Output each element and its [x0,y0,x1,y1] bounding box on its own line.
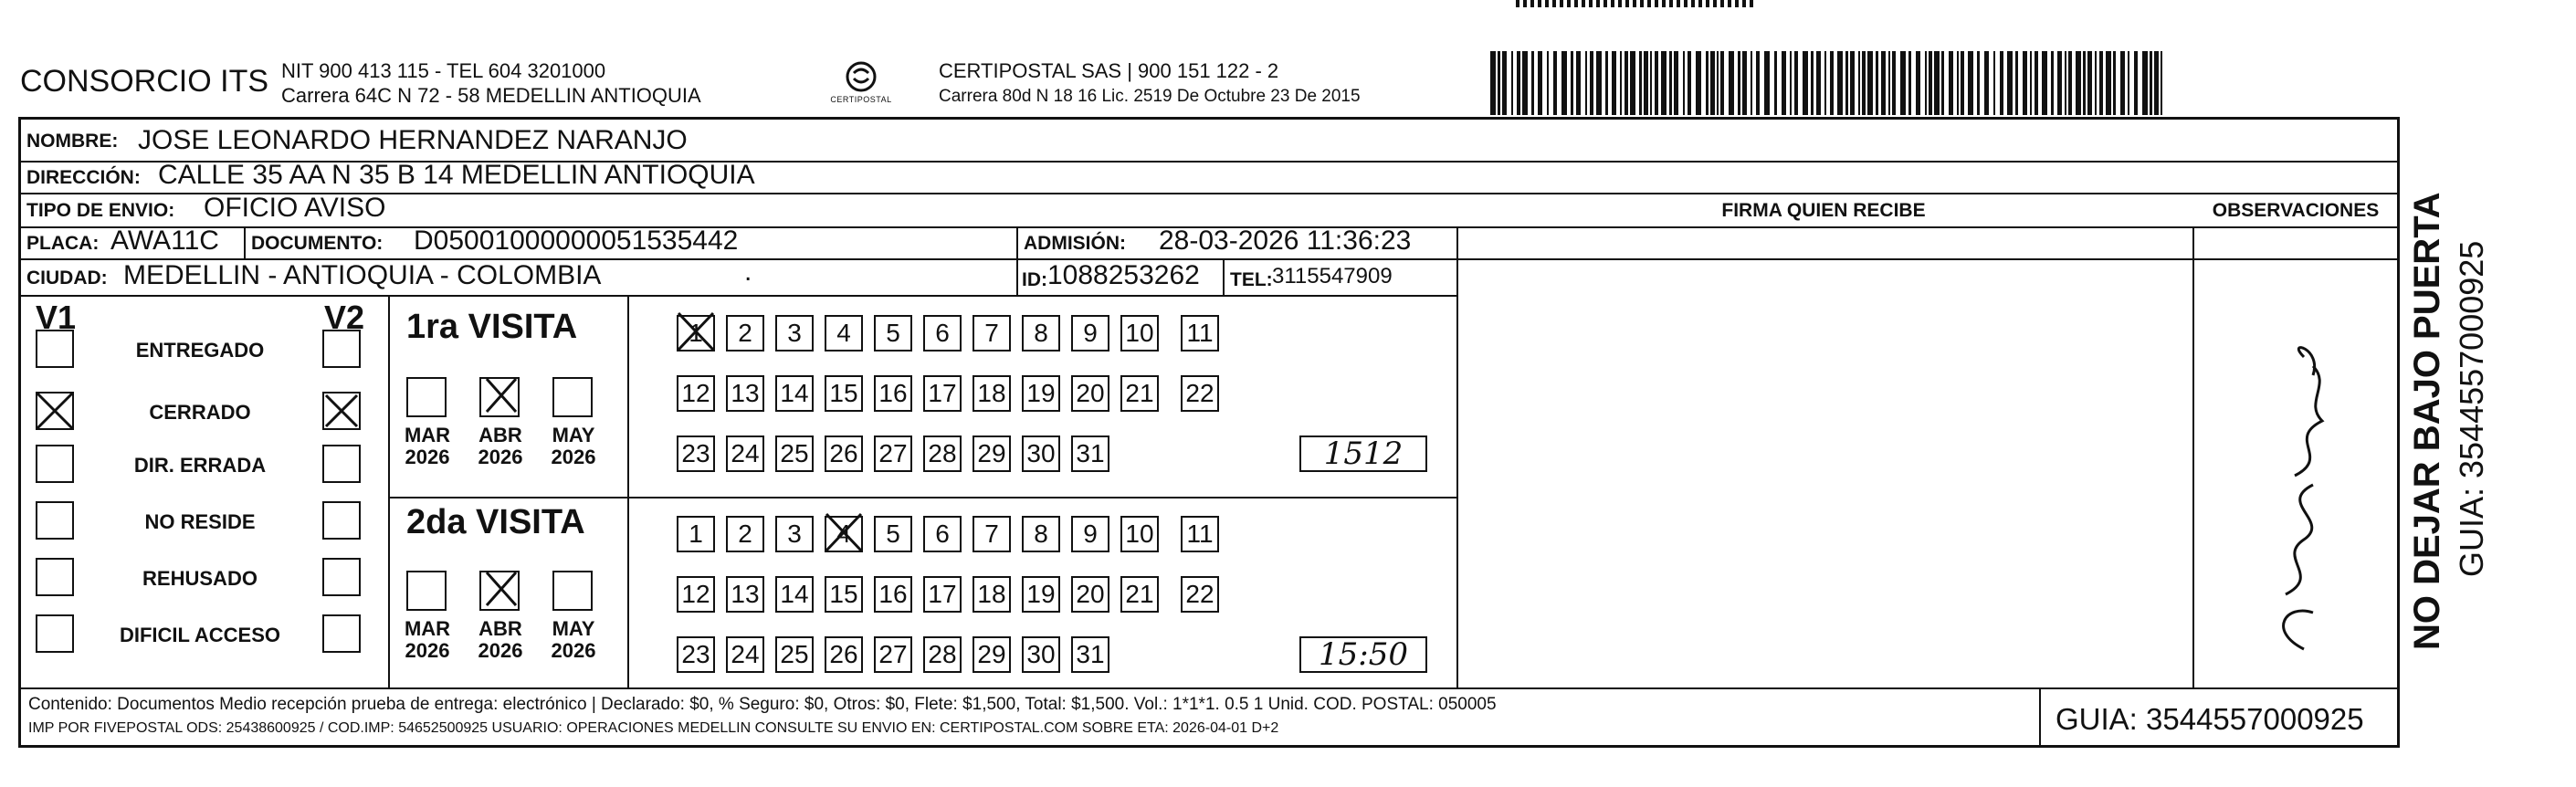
day-box[interactable]: 30 [1022,636,1060,673]
barcode [1490,51,2171,115]
day-box[interactable]: 15 [825,375,863,412]
month-name: ABR [478,617,522,640]
month-year: 2026 [478,446,523,468]
day-box[interactable]: 31 [1071,435,1109,472]
visit1-title: 1ra VISITA [406,308,578,346]
month-checkbox[interactable] [406,571,447,611]
day-box[interactable]: 7 [973,315,1011,352]
day-box[interactable]: 18 [973,576,1011,613]
day-box[interactable]: 5 [874,516,912,552]
day-box[interactable]: 23 [677,435,715,472]
tel-label: TEL: [1230,269,1273,290]
status-label: REHUSADO [142,567,258,590]
address-label: DIRECCIÓN: [26,167,141,188]
sender-company: CONSORCIO ITS [20,64,269,99]
month-year: 2026 [405,639,450,662]
v2-checkbox[interactable] [322,445,361,483]
footer-print: IMP POR FIVEPOSTAL ODS: 25438600925 / COD.IMP: 54652500925 USUARIO: OPERACIONES MEDELLIN CONSULTE SU ENVIO EN: CERTIPOSTAL.COM SOBRE ETA: 2026-04-01 D+2 [28,720,1279,736]
month-checkbox[interactable] [552,571,593,611]
month-year: 2026 [405,446,450,468]
day-box[interactable]: 27 [874,636,912,673]
day-box[interactable]: 14 [775,576,814,613]
day-box[interactable]: 17 [923,375,962,412]
footer-guia: GUIA: 3544557000925 [2056,702,2364,736]
v1-checkbox[interactable] [36,614,74,653]
day-box[interactable]: 16 [874,576,912,613]
side-warning: NO DEJAR BAJO PUERTA [2407,192,2447,650]
city: MEDELLIN - ANTIOQUIA - COLOMBIA [123,260,602,290]
v1-checkbox[interactable] [36,330,74,368]
city-dot: . [744,257,752,287]
day-box[interactable]: 13 [726,375,764,412]
day-box[interactable]: 20 [1071,576,1109,613]
day-box[interactable]: 9 [1071,315,1109,352]
day-box[interactable]: 1 [677,516,715,552]
observations-signature [2249,330,2350,658]
status-label: NO RESIDE [144,510,256,533]
visit-time[interactable]: 1512 [1299,435,1427,472]
day-box[interactable]: 16 [874,375,912,412]
sender-address: Carrera 64C N 72 - 58 MEDELLIN ANTIOQUIA [281,84,701,107]
v1-checkbox[interactable] [36,558,74,596]
carrier-logo-text: CERTIPOSTAL [830,95,892,104]
day-box[interactable]: 1 [677,315,715,352]
recipient-name: JOSE LEONARDO HERNANDEZ NARANJO [138,125,688,155]
v2-check-mark [322,392,361,430]
plate: AWA11C [110,226,219,256]
month-name: MAY [552,424,595,446]
day-box[interactable]: 11 [1181,315,1219,352]
day-box[interactable]: 26 [825,435,863,472]
sender-info [281,58,701,108]
v2-checkbox[interactable] [322,614,361,653]
v2-checkbox[interactable] [322,330,361,368]
month-check-mark [483,569,520,609]
day-box[interactable]: 24 [726,435,764,472]
day-box[interactable]: 29 [973,636,1011,673]
month-name: ABR [478,424,522,446]
day-box[interactable]: 28 [923,435,962,472]
day-box[interactable]: 15 [825,576,863,613]
month-name: MAR [404,424,451,446]
month-label [468,425,532,468]
month-name: MAR [404,617,451,640]
day-box[interactable]: 19 [1022,375,1060,412]
day-box[interactable]: 18 [973,375,1011,412]
day-box[interactable]: 6 [923,516,962,552]
month-year: 2026 [478,639,523,662]
day-box[interactable]: 19 [1022,576,1060,613]
v2-checkbox[interactable] [322,501,361,540]
month-name: MAY [552,617,595,640]
day-box[interactable]: 4 [825,315,863,352]
recipient-address: CALLE 35 AA N 35 B 14 MEDELLIN ANTIOQUIA [158,160,755,190]
document-label: DOCUMENTO: [251,233,384,254]
status-label: DIFICIL ACCESO [119,624,280,646]
carrier-line1: CERTIPOSTAL SAS | 900 151 122 - 2 [939,59,1279,82]
day-box[interactable]: 30 [1022,435,1060,472]
status-label: ENTREGADO [135,339,265,362]
day-box[interactable]: 3 [775,315,814,352]
day-box[interactable]: 24 [726,636,764,673]
day-box[interactable]: 9 [1071,516,1109,552]
status-label: CERRADO [149,401,251,424]
plate-label: PLACA: [26,233,100,254]
v2-header: V2 [324,299,365,336]
v1-check-mark [34,390,76,432]
day-box[interactable]: 12 [677,576,715,613]
day-box[interactable]: 8 [1022,516,1060,552]
id-label: ID: [1022,269,1047,290]
day-box[interactable]: 5 [874,315,912,352]
visit2-title: 2da VISITA [406,503,585,541]
month-checkbox[interactable] [552,377,593,417]
signature-header: FIRMA QUIEN RECIBE [1721,200,1926,221]
day-box[interactable]: 2 [726,315,764,352]
month-label [395,618,459,662]
day-box[interactable]: 11 [1181,516,1219,552]
day-box[interactable]: 21 [1120,576,1159,613]
v1-checkbox[interactable] [36,445,74,483]
day-box[interactable]: 20 [1071,375,1109,412]
v1-checkbox[interactable] [36,501,74,540]
day-box[interactable]: 6 [923,315,962,352]
document-number: D05001000000051535442 [414,226,739,256]
day-box[interactable]: 4 [825,516,863,552]
day-box[interactable]: 3 [775,516,814,552]
admission-label: ADMISIÓN: [1024,233,1126,254]
month-label [395,425,459,468]
day-box[interactable]: 22 [1181,576,1219,613]
month-label [468,618,532,662]
v1-header: V1 [36,299,77,336]
day-box[interactable]: 28 [923,636,962,673]
shipment-type: OFICIO AVISO [204,193,386,223]
day-box[interactable]: 25 [775,636,814,673]
day-box[interactable]: 25 [775,435,814,472]
visit-time[interactable]: 15:50 [1299,636,1427,673]
day-box[interactable]: 7 [973,516,1011,552]
city-label: CIUDAD: [26,268,108,289]
v2-checkbox[interactable] [322,558,361,596]
day-box[interactable]: 29 [973,435,1011,472]
admission-date: 28-03-2026 11:36:23 [1159,226,1412,256]
day-box[interactable]: 21 [1120,375,1159,412]
name-label: NOMBRE: [26,131,119,152]
day-box[interactable]: 31 [1071,636,1109,673]
day-box[interactable]: 2 [726,516,764,552]
day-box[interactable]: 12 [677,375,715,412]
day-box[interactable]: 10 [1120,516,1159,552]
day-box[interactable]: 14 [775,375,814,412]
status-label: DIR. ERRADA [133,454,267,477]
recipient-id: 1088253262 [1047,260,1200,290]
month-year: 2026 [551,446,596,468]
day-check-mark [675,310,717,353]
month-check-mark [483,375,520,415]
recipient-tel: 3115547909 [1272,264,1393,289]
month-year: 2026 [551,639,596,662]
day-box[interactable]: 17 [923,576,962,613]
day-box[interactable]: 22 [1181,375,1219,412]
day-box[interactable]: 27 [874,435,912,472]
day-box[interactable]: 26 [825,636,863,673]
footer-content: Contenido: Documentos Medio recepción prueba de entrega: electrónico | Declarado: $0, % Seguro: $0, Otros: $0, Flete: $1,500, Total: $1,500. Vol.: 1*1*1. 0.5 1 Unid. COD. POSTAL: 050005 [28,695,1497,714]
day-check-mark [823,510,865,554]
carrier-line2: Carrera 80d N 18 16 Lic. 2519 De Octubre 23 De 2015 [939,87,1361,106]
month-label [541,425,605,468]
sender-nit: NIT 900 413 115 - TEL 604 3201000 [281,59,606,82]
day-box[interactable]: 8 [1022,315,1060,352]
month-label [541,618,605,662]
type-label: TIPO DE ENVIO: [26,200,175,221]
day-box[interactable]: 10 [1120,315,1159,352]
shipping-form [18,117,2400,748]
top-barcode-fragment [1516,0,1753,7]
side-guia: GUIA: 3544557000925 [2453,240,2490,577]
day-box[interactable]: 23 [677,636,715,673]
carrier-info [939,58,1361,110]
month-checkbox[interactable] [406,377,447,417]
day-box[interactable]: 13 [726,576,764,613]
observations-header: OBSERVACIONES [2212,200,2380,221]
